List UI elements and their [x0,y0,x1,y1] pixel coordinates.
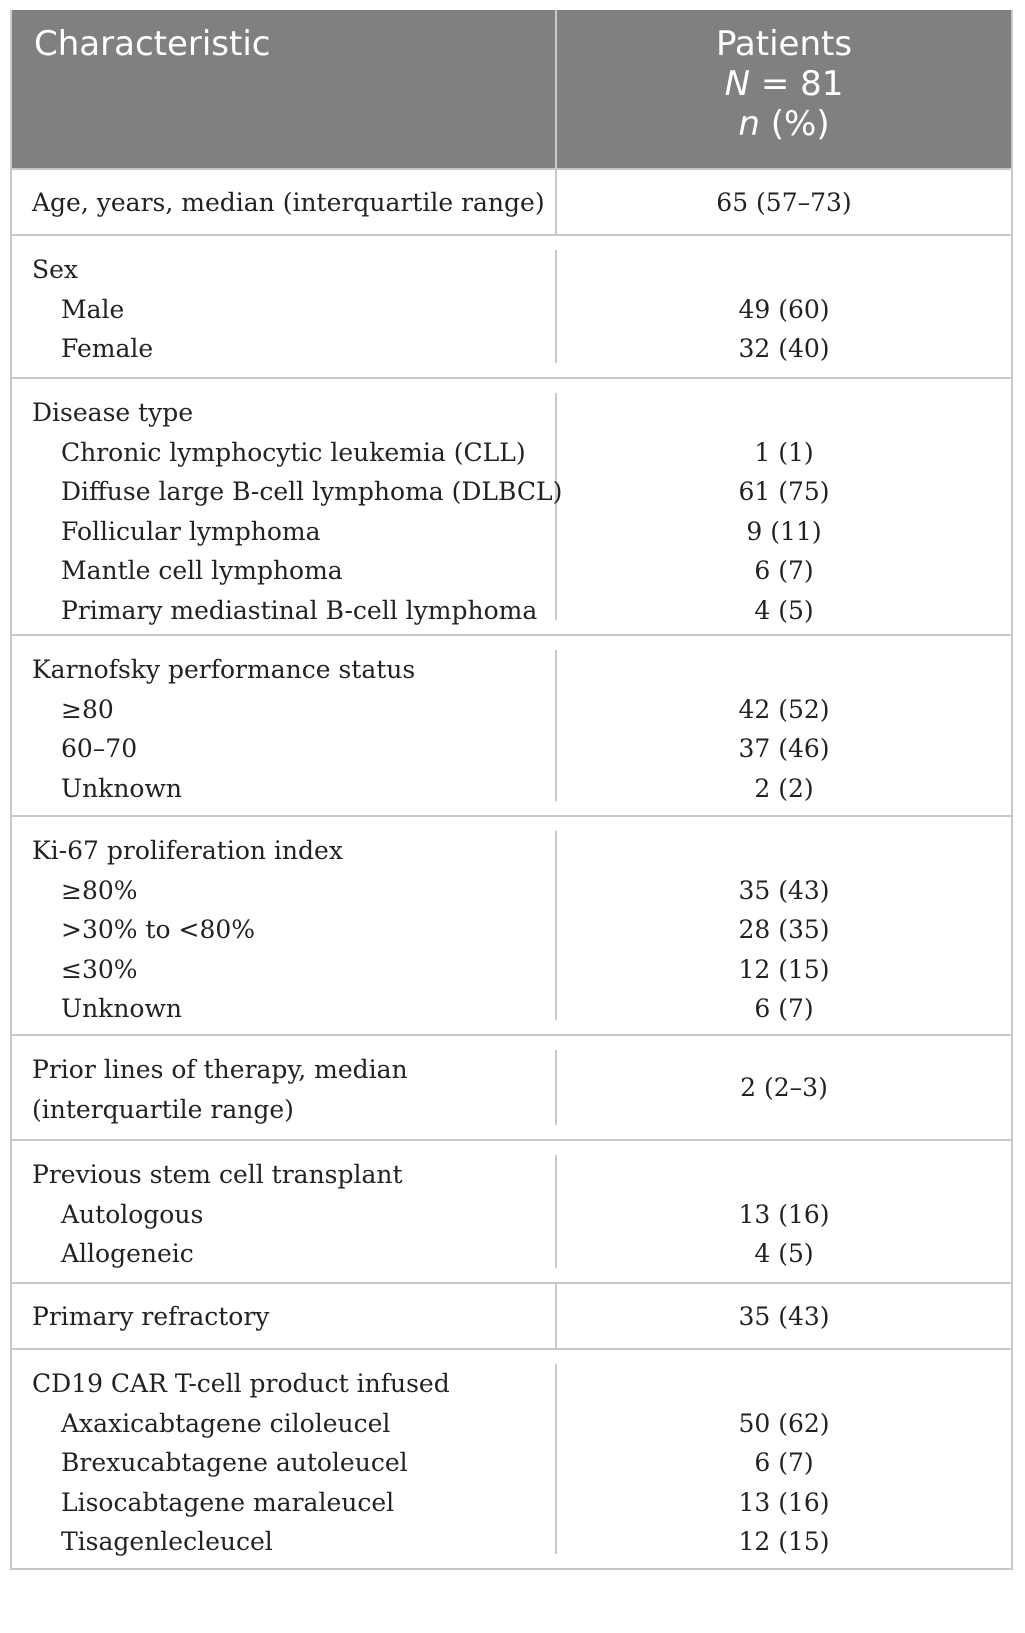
item-value: 13 (16) [738,1199,830,1229]
item-label: Unknown [61,994,182,1023]
item-value: 28 (35) [738,915,830,944]
item-label: Mantle cell lymphoma [61,556,343,585]
item-value: 42 (52) [738,694,830,724]
item-value: 1 (1) [754,437,814,467]
item-label: Chronic lymphocytic leukemia (CLL) [61,437,526,467]
section-label: Disease type [32,398,194,427]
item-value: 35 (43) [738,875,830,905]
section-karnofsky [12,634,1011,815]
item-value: 9 (11) [746,516,822,546]
section-sex [12,234,1011,377]
item-label: Primary mediastinal B-cell lymphoma [61,595,538,625]
section-transplant [12,1139,1011,1282]
row-value: 35 (43) [738,1301,830,1331]
header-n-line [557,64,1011,104]
header-pct-line [557,104,1011,144]
item-label: Axaxicabtagene ciloleucel [61,1408,391,1438]
header-n-label: N [724,64,751,104]
row-value: 65 (57–73) [716,187,852,217]
item-value: 12 (15) [738,1527,830,1556]
item-label: Female [61,334,154,363]
section-label: Previous stem cell transplant [32,1160,403,1189]
row-value: 2 (2–3) [740,1073,828,1102]
item-value: 37 (46) [738,734,830,763]
item-label: ≤30% [61,954,138,984]
item-value: 4 (5) [754,595,814,625]
item-value: 49 (60) [738,294,830,324]
header-pct-label: n [738,104,760,144]
item-value: 61 (75) [738,477,830,506]
row-label-line2: (interquartile range) [32,1094,294,1124]
item-label: Follicular lymphoma [61,516,321,546]
header-patients [557,10,1011,168]
item-label: Male [61,294,125,324]
section-label: CD19 CAR T-cell product infused [32,1369,450,1398]
section-disease-type [12,377,1011,634]
item-label: ≥80 [61,694,114,724]
header-patients-label: Patients [715,24,853,64]
section-car-t-product [12,1348,1011,1568]
item-label: ≥80% [61,875,138,905]
section-label: Sex [32,255,79,284]
item-label: Allogeneic [61,1239,194,1268]
item-label: 60–70 [61,734,138,763]
row-age [12,168,1011,234]
item-value: 6 (7) [754,994,814,1023]
item-label: >30% to <80% [61,915,256,944]
item-label: Tisagenlecleucel [61,1527,273,1556]
table-header [12,10,1011,168]
item-value: 13 (16) [738,1487,830,1517]
row-label: Age, years, median (interquartile range) [12,170,557,234]
section-label: Ki-67 proliferation index [32,836,343,865]
row-label: Primary refractory [12,1284,557,1348]
item-label: Autologous [61,1199,204,1229]
item-value: 4 (5) [754,1239,814,1268]
item-value: 12 (15) [738,954,830,984]
item-label: Lisocabtagene maraleucel [61,1487,395,1517]
section-ki67 [12,815,1011,1034]
item-label: Diffuse large B-cell lymphoma (DLBCL) [61,477,563,506]
row-primary-refractory [12,1282,1011,1348]
item-label: Unknown [61,773,182,803]
section-label: Karnofsky performance status [32,655,416,684]
item-value: 2 (2) [754,773,814,803]
header-pct-suffix: (%) [759,104,830,144]
characteristics-table [10,10,1013,1570]
header-characteristic: Characteristic [12,10,557,168]
item-value: 32 (40) [738,334,830,363]
item-value: 6 (7) [754,1448,814,1477]
item-value: 50 (62) [738,1408,830,1438]
header-n-value: = 81 [750,64,844,104]
row-label-line1: Prior lines of therapy, median [32,1055,408,1084]
item-value: 6 (7) [754,556,814,585]
item-label: Brexucabtagene autoleucel [61,1448,408,1477]
row-prior-lines [12,1034,1011,1139]
